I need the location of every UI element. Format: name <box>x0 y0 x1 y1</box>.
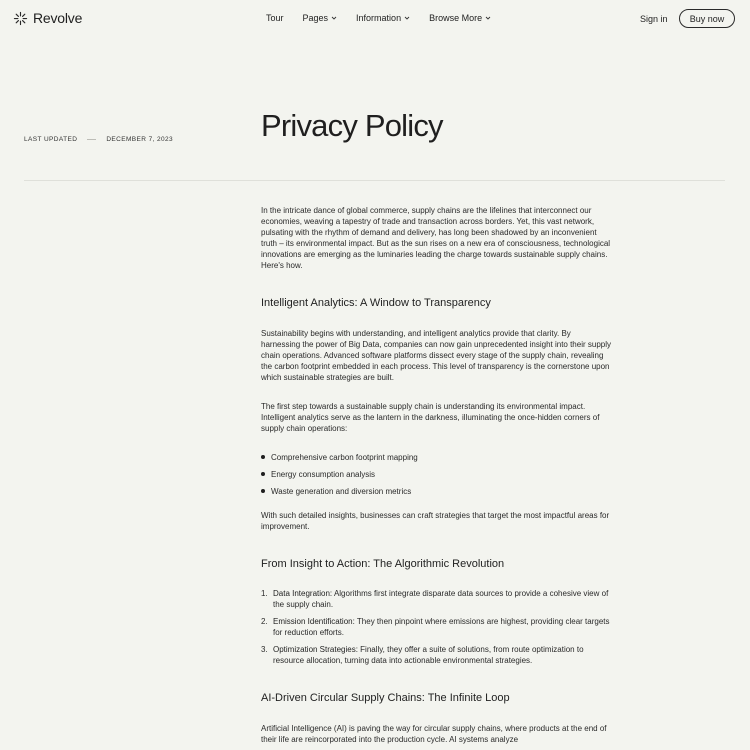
nav-tour-label: Tour <box>266 13 284 23</box>
list-text: They then pinpoint where emissions are highest, providing clear targets for reduction efforts. <box>273 617 610 637</box>
numbered-list <box>261 588 611 666</box>
buy-now-button[interactable]: Buy now <box>679 9 735 28</box>
chevron-down-icon <box>485 15 491 21</box>
sparkle-icon <box>13 11 28 26</box>
page-title: Privacy Policy <box>261 108 443 143</box>
sign-in-link[interactable]: Sign in <box>640 14 668 24</box>
paragraph: Artificial Intelligence (AI) is paving the way for circular supply chains, where products at the end of their life are reincorporated into the production cycle. AI systems analyze <box>261 724 607 744</box>
brand-name: Revolve <box>33 10 83 26</box>
nav-browse-more-label: Browse More <box>429 13 483 23</box>
meta-divider <box>87 139 96 140</box>
list-item: Comprehensive carbon footprint mapping <box>261 452 611 469</box>
list-item: Energy consumption analysis <box>261 469 611 486</box>
list-text: Finally, they offer a suite of solutions, from route optimization to resource allocation, turning data into actionable environmental strategies. <box>273 645 584 665</box>
top-navbar <box>0 0 750 40</box>
list-number: 1. <box>261 589 268 598</box>
nav-browse-more[interactable] <box>429 13 491 23</box>
nav-pages-label: Pages <box>302 13 329 23</box>
nav-tour[interactable] <box>266 13 284 23</box>
section-heading: From Insight to Action: The Algorithmic Revolution <box>261 558 505 570</box>
chevron-down-icon <box>404 15 410 21</box>
list-term: Data Integration: <box>273 589 333 598</box>
intro-paragraph: In the intricate dance of global commerce, supply chains are the lifelines that interconnect our economies, weaving a tapestry of trade and transaction across borders. Yet, this vast network, pulsating with the rhythm of demand and delivery, has long been shadowed by an inconvenient truth – its environmental impact. But as the sun rises on a new era of consciousness, technological innovations are emerging as the luminaries leading the charge towards sustainable supply chains. Here's how. <box>261 206 611 270</box>
list-item <box>261 588 611 610</box>
paragraph: With such detailed insights, businesses can craft strategies that target the most impactful areas for improvement. <box>261 511 610 531</box>
last-updated <box>24 136 173 143</box>
policy-content <box>261 205 611 745</box>
last-updated-label: LAST UPDATED <box>24 136 78 143</box>
list-item <box>261 616 611 638</box>
list-term: Emission Identification: <box>273 617 355 626</box>
list-item: Waste generation and diversion metrics <box>261 486 611 503</box>
nav-information[interactable] <box>356 13 410 23</box>
main-nav <box>266 13 491 23</box>
paragraph: Sustainability begins with understanding, and intelligent analytics provide that clarity. By harnessing the power of Big Data, companies can now gain unprecedented insight into their supply chain operations. Advanced software platforms dissect every stage of the supply chain, revealing the carbon footprint embedded in each process. This level of transparency is the cornerstone upon which sustainable strategies are built. <box>261 329 611 382</box>
nav-information-label: Information <box>356 13 402 23</box>
section-heading: Intelligent Analytics: A Window to Transparency <box>261 297 491 309</box>
list-number: 2. <box>261 617 268 626</box>
list-term: Optimization Strategies: <box>273 645 358 654</box>
section-heading: AI-Driven Circular Supply Chains: The Infinite Loop <box>261 692 510 704</box>
list-item <box>261 644 611 666</box>
nav-pages[interactable] <box>303 13 338 23</box>
list-text: Algorithms first integrate disparate data sources to provide a cohesive view of the supply chain. <box>273 589 609 609</box>
bullet-list <box>261 452 611 503</box>
list-number: 3. <box>261 645 268 654</box>
chevron-down-icon <box>331 15 337 21</box>
last-updated-date: DECEMBER 7, 2023 <box>106 136 174 143</box>
paragraph: The first step towards a sustainable supply chain is understanding its environmental impact. Intelligent analytics serve as the lantern in the darkness, illuminating the once-hidden corners of supply chain operations: <box>261 402 600 433</box>
header-divider <box>24 180 725 181</box>
brand-logo[interactable] <box>13 10 82 26</box>
